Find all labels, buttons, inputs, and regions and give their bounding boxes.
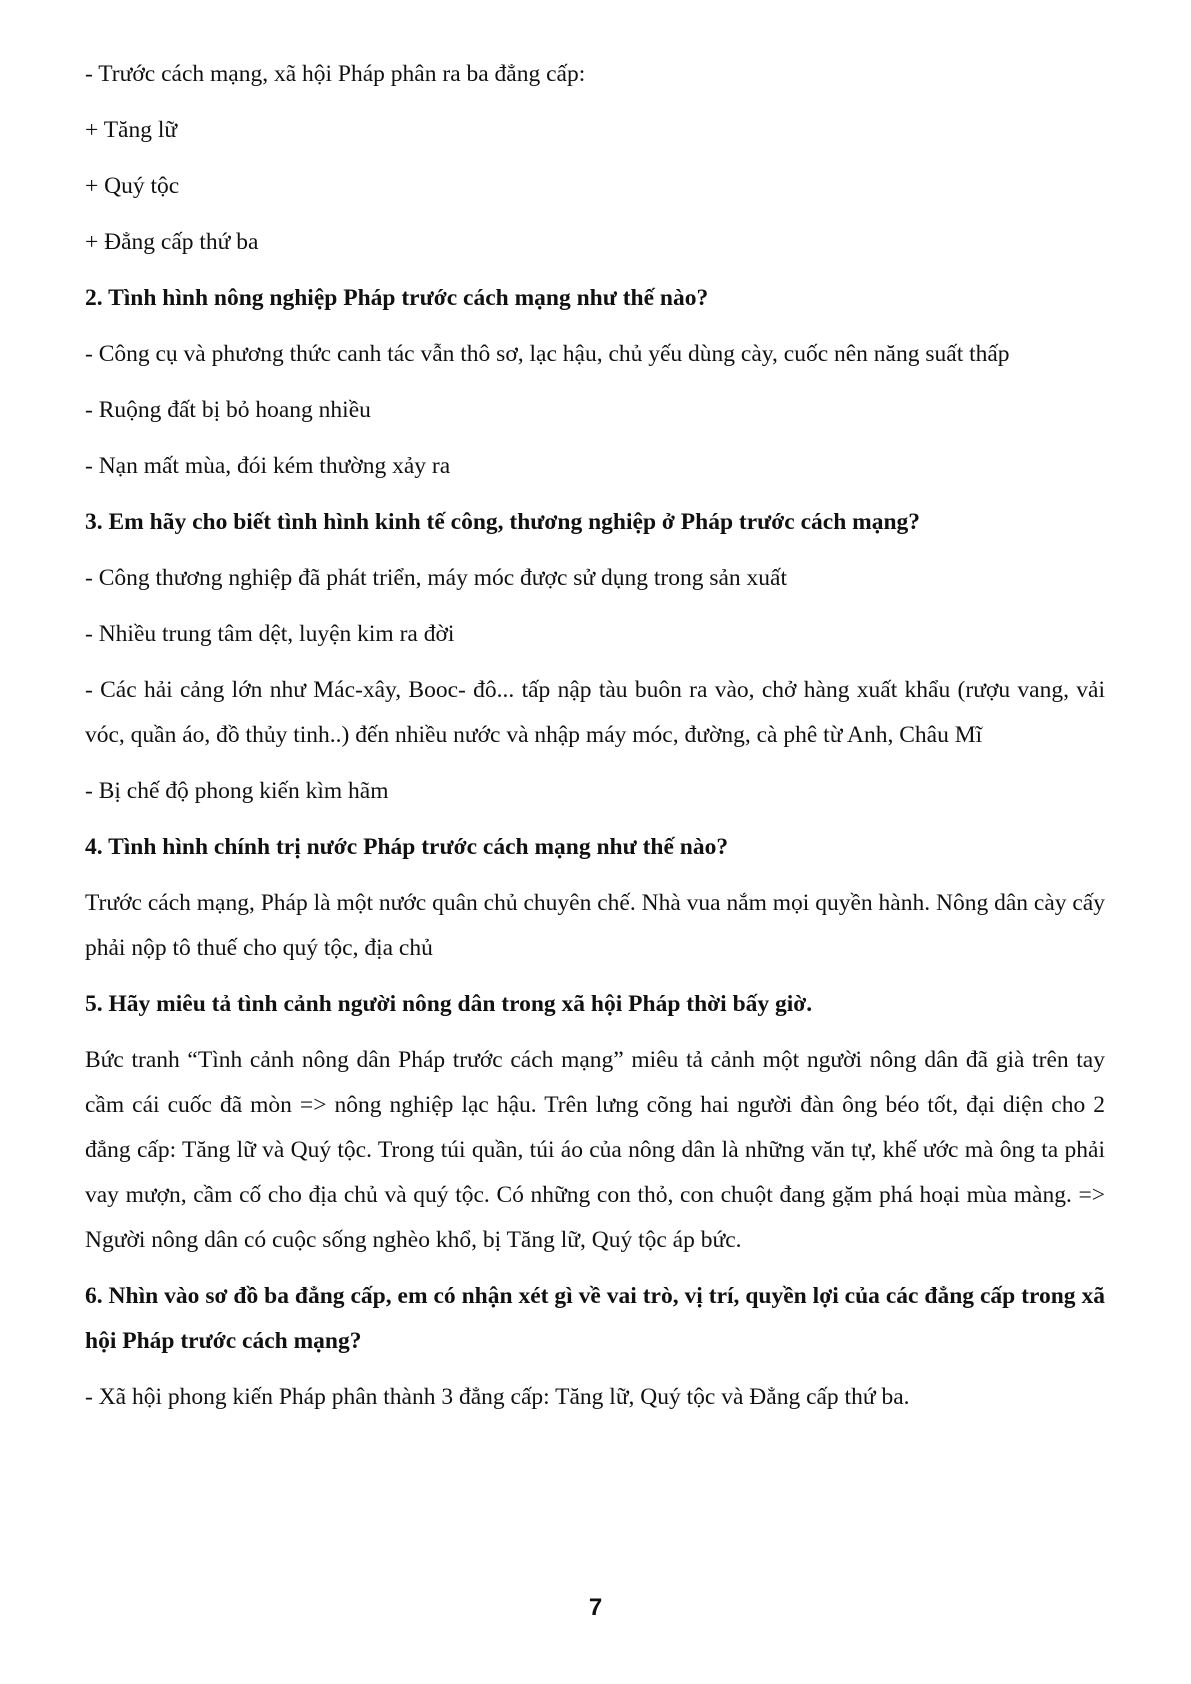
document-body (85, 52, 1105, 1431)
question-heading: 4. Tình hình chính trị nước Pháp trước cách mạng như thế nào? (85, 834, 729, 860)
list-item: + Quý tộc (85, 173, 180, 199)
paragraph: - Trước cách mạng, xã hội Pháp phân ra ba đẳng cấp: (85, 61, 586, 87)
paragraph: - Nhiều trung tâm dệt, luyện kim ra đời (85, 621, 455, 647)
paragraph: Trước cách mạng, Pháp là một nước quân chủ chuyên chế. Nhà vua nắm mọi quyền hành. Nông dân cày cấy phải nộp tô thuế cho quý tộc, địa chủ (85, 890, 1105, 961)
page-number: 7 (588, 1594, 603, 1621)
question-heading: 6. Nhìn vào sơ đồ ba đẳng cấp, em có nhận xét gì về vai trò, vị trí, quyền lợi của các đẳng cấp trong xã hội Pháp trước cách mạng? (85, 1283, 1105, 1354)
paragraph: - Xã hội phong kiến Pháp phân thành 3 đẳng cấp: Tăng lữ, Quý tộc và Đẳng cấp thứ ba. (85, 1384, 910, 1410)
paragraph: - Công cụ và phương thức canh tác vẫn thô sơ, lạc hậu, chủ yếu dùng cày, cuốc nên năng suất thấp (85, 341, 1010, 367)
paragraph: - Công thương nghiệp đã phát triển, máy móc được sử dụng trong sản xuất (85, 565, 788, 591)
list-item: + Đẳng cấp thứ ba (85, 229, 259, 255)
question-heading: 3. Em hãy cho biết tình hình kinh tế công, thương nghiệp ở Pháp trước cách mạng? (85, 509, 921, 535)
paragraph: - Bị chế độ phong kiến kìm hãm (85, 778, 389, 804)
list-item: + Tăng lữ (85, 117, 178, 143)
question-heading: 2. Tình hình nông nghiệp Pháp trước cách mạng như thế nào? (85, 285, 709, 311)
paragraph: - Ruộng đất bị bỏ hoang nhiều (85, 397, 371, 423)
paragraph: Bức tranh “Tình cảnh nông dân Pháp trước cách mạng” miêu tả cảnh một người nông dân đã già trên tay cầm cái cuốc đã mòn => nông nghiệp lạc hậu. Trên lưng cõng hai người đàn ông béo tốt, đại diện cho 2 đẳng cấp: Tăng lữ và Quý tộc. Trong túi quần, túi áo của nông dân là những văn tự, khế ước mà ông ta phải vay mượn, cầm cố cho địa chủ và quý tộc. Có những con thỏ, con chuột đang gặm phá hoại mùa màng. => Người nông dân có cuộc sống nghèo khổ, bị Tăng lữ, Quý tộc áp bức. (85, 1047, 1105, 1253)
paragraph: - Các hải cảng lớn như Mác-xây, Booc- đô... tấp nập tàu buôn ra vào, chở hàng xuất khẩu (rượu vang, vải vóc, quần áo, đồ thủy tinh..) đến nhiều nước và nhập máy móc, đường, cà phê từ Anh, Châu Mĩ (85, 677, 1105, 748)
question-heading: 5. Hãy miêu tả tình cảnh người nông dân trong xã hội Pháp thời bấy giờ. (85, 991, 813, 1017)
paragraph: - Nạn mất mùa, đói kém thường xảy ra (85, 453, 451, 479)
